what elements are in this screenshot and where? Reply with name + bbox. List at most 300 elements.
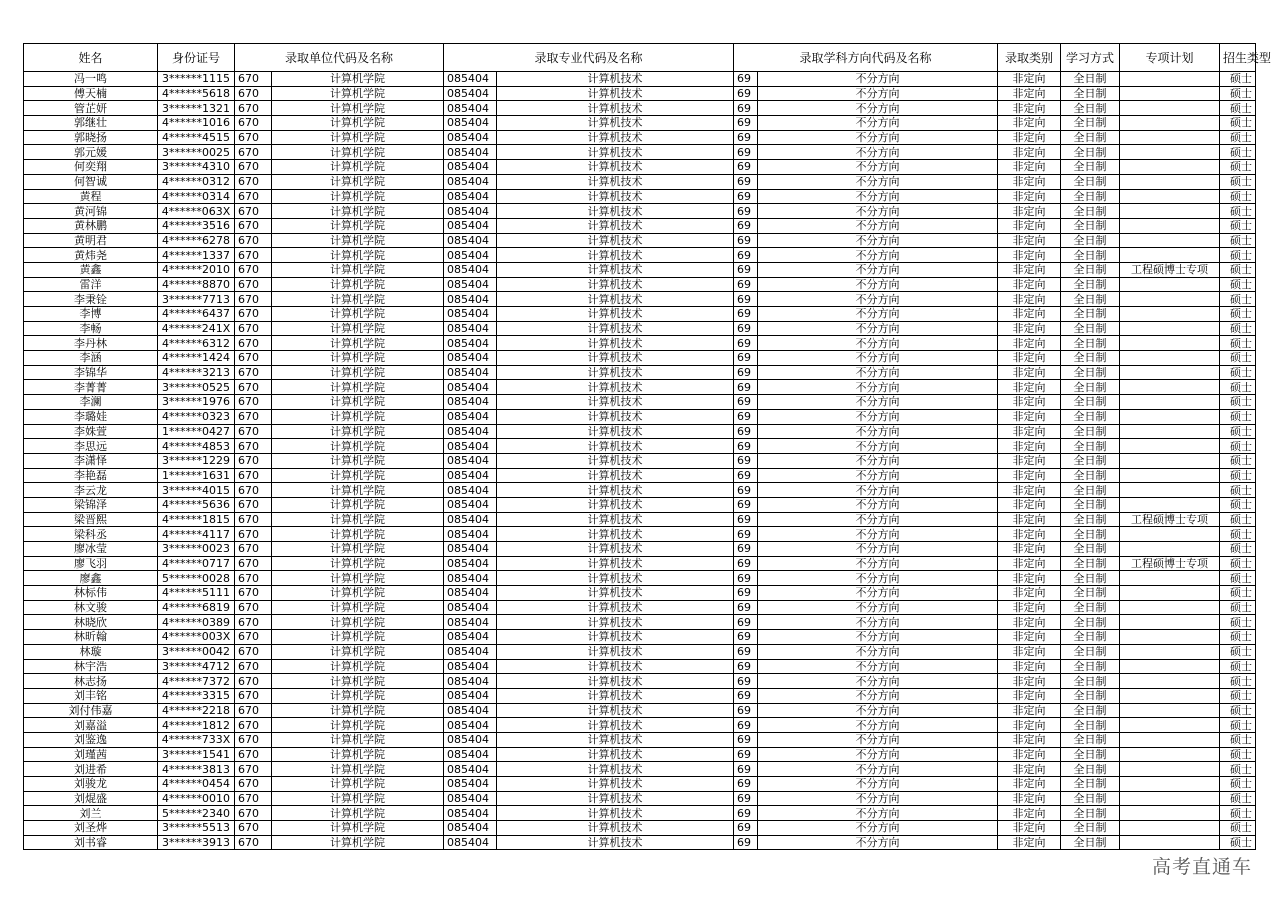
cell-direction-code: 69 xyxy=(734,497,758,512)
cell-name: 刘骏龙 xyxy=(24,777,158,792)
cell-major-code: 085404 xyxy=(444,409,497,424)
table-row xyxy=(24,277,1256,292)
cell-enroll-type: 硕士 xyxy=(1220,204,1256,219)
cell-name: 黄炜尧 xyxy=(24,248,158,263)
cell-unit-name: 计算机学院 xyxy=(272,468,444,483)
cell-direction-name: 不分方向 xyxy=(758,835,998,850)
cell-name: 刘丰铭 xyxy=(24,688,158,703)
cell-name: 李博 xyxy=(24,307,158,322)
cell-name: 李艳磊 xyxy=(24,468,158,483)
cell-study-mode: 全日制 xyxy=(1061,835,1120,850)
cell-major-name: 计算机技术 xyxy=(497,218,734,233)
cell-enroll-type: 硕士 xyxy=(1220,424,1256,439)
cell-unit-name: 计算机学院 xyxy=(272,674,444,689)
cell-unit-code: 670 xyxy=(235,262,272,277)
cell-direction-name: 不分方向 xyxy=(758,380,998,395)
cell-plan xyxy=(1120,439,1220,454)
cell-plan xyxy=(1120,542,1220,557)
cell-major-code: 085404 xyxy=(444,218,497,233)
cell-major-code: 085404 xyxy=(444,321,497,336)
cell-id: 4******1815 xyxy=(158,512,235,527)
cell-major-code: 085404 xyxy=(444,189,497,204)
cell-major-name: 计算机技术 xyxy=(497,72,734,87)
cell-study-mode: 全日制 xyxy=(1061,277,1120,292)
cell-major-name: 计算机技术 xyxy=(497,409,734,424)
cell-major-code: 085404 xyxy=(444,777,497,792)
cell-name: 刘书睿 xyxy=(24,835,158,850)
cell-major-name: 计算机技术 xyxy=(497,674,734,689)
cell-name: 黄程 xyxy=(24,189,158,204)
cell-name: 雷洋 xyxy=(24,277,158,292)
table-row xyxy=(24,248,1256,263)
cell-study-mode: 全日制 xyxy=(1061,674,1120,689)
cell-id: 4******0323 xyxy=(158,409,235,424)
cell-name: 李丹林 xyxy=(24,336,158,351)
cell-study-mode: 全日制 xyxy=(1061,380,1120,395)
cell-id: 4******0314 xyxy=(158,189,235,204)
cell-plan xyxy=(1120,615,1220,630)
cell-enroll-type: 硕士 xyxy=(1220,292,1256,307)
cell-unit-code: 670 xyxy=(235,189,272,204)
cell-category: 非定向 xyxy=(998,395,1061,410)
table-row xyxy=(24,292,1256,307)
table-row xyxy=(24,615,1256,630)
cell-unit-name: 计算机学院 xyxy=(272,292,444,307)
cell-enroll-type: 硕士 xyxy=(1220,674,1256,689)
cell-unit-code: 670 xyxy=(235,644,272,659)
cell-name: 李潇怿 xyxy=(24,453,158,468)
cell-unit-name: 计算机学院 xyxy=(272,336,444,351)
cell-name: 林宇浩 xyxy=(24,659,158,674)
cell-study-mode: 全日制 xyxy=(1061,365,1120,380)
cell-major-name: 计算机技术 xyxy=(497,292,734,307)
cell-major-code: 085404 xyxy=(444,527,497,542)
cell-study-mode: 全日制 xyxy=(1061,630,1120,645)
cell-major-code: 085404 xyxy=(444,204,497,219)
cell-plan xyxy=(1120,395,1220,410)
cell-study-mode: 全日制 xyxy=(1061,409,1120,424)
cell-name: 李锦华 xyxy=(24,365,158,380)
table-row xyxy=(24,204,1256,219)
cell-unit-name: 计算机学院 xyxy=(272,747,444,762)
table-row xyxy=(24,307,1256,322)
cell-plan xyxy=(1120,732,1220,747)
table-row xyxy=(24,72,1256,87)
cell-major-code: 085404 xyxy=(444,453,497,468)
cell-plan xyxy=(1120,835,1220,850)
cell-plan xyxy=(1120,101,1220,116)
cell-plan xyxy=(1120,86,1220,101)
cell-major-code: 085404 xyxy=(444,615,497,630)
cell-study-mode: 全日制 xyxy=(1061,72,1120,87)
cell-study-mode: 全日制 xyxy=(1061,777,1120,792)
cell-plan xyxy=(1120,747,1220,762)
cell-unit-code: 670 xyxy=(235,512,272,527)
cell-id: 1******1631 xyxy=(158,468,235,483)
cell-name: 郭元媛 xyxy=(24,145,158,160)
cell-name: 李秉铨 xyxy=(24,292,158,307)
cell-enroll-type: 硕士 xyxy=(1220,365,1256,380)
cell-id: 4******0717 xyxy=(158,556,235,571)
cell-name: 梁晋熙 xyxy=(24,512,158,527)
cell-study-mode: 全日制 xyxy=(1061,218,1120,233)
cell-unit-code: 670 xyxy=(235,586,272,601)
cell-study-mode: 全日制 xyxy=(1061,497,1120,512)
cell-major-code: 085404 xyxy=(444,130,497,145)
cell-major-name: 计算机技术 xyxy=(497,351,734,366)
cell-name: 管芷妍 xyxy=(24,101,158,116)
cell-name: 李菁菁 xyxy=(24,380,158,395)
cell-major-name: 计算机技术 xyxy=(497,762,734,777)
table-row xyxy=(24,86,1256,101)
cell-enroll-type: 硕士 xyxy=(1220,439,1256,454)
cell-enroll-type: 硕士 xyxy=(1220,821,1256,836)
cell-enroll-type: 硕士 xyxy=(1220,586,1256,601)
cell-direction-name: 不分方向 xyxy=(758,732,998,747)
cell-direction-code: 69 xyxy=(734,600,758,615)
cell-unit-name: 计算机学院 xyxy=(272,762,444,777)
cell-name: 廖飞羽 xyxy=(24,556,158,571)
cell-direction-code: 69 xyxy=(734,189,758,204)
cell-major-code: 085404 xyxy=(444,395,497,410)
cell-id: 3******0042 xyxy=(158,644,235,659)
cell-direction-name: 不分方向 xyxy=(758,145,998,160)
cell-direction-code: 69 xyxy=(734,747,758,762)
cell-unit-name: 计算机学院 xyxy=(272,380,444,395)
table-row xyxy=(24,600,1256,615)
cell-unit-name: 计算机学院 xyxy=(272,542,444,557)
cell-unit-name: 计算机学院 xyxy=(272,101,444,116)
cell-enroll-type: 硕士 xyxy=(1220,101,1256,116)
cell-unit-name: 计算机学院 xyxy=(272,189,444,204)
cell-study-mode: 全日制 xyxy=(1061,659,1120,674)
cell-direction-code: 69 xyxy=(734,674,758,689)
cell-id: 4******0010 xyxy=(158,791,235,806)
cell-enroll-type: 硕士 xyxy=(1220,189,1256,204)
cell-plan xyxy=(1120,468,1220,483)
cell-direction-name: 不分方向 xyxy=(758,630,998,645)
cell-unit-code: 670 xyxy=(235,439,272,454)
cell-direction-code: 69 xyxy=(734,409,758,424)
cell-unit-code: 670 xyxy=(235,527,272,542)
cell-major-name: 计算机技术 xyxy=(497,688,734,703)
cell-unit-name: 计算机学院 xyxy=(272,615,444,630)
cell-category: 非定向 xyxy=(998,806,1061,821)
header-direction: 录取学科方向代码及名称 xyxy=(734,44,998,72)
cell-direction-code: 69 xyxy=(734,218,758,233)
cell-name: 李云龙 xyxy=(24,483,158,498)
cell-plan xyxy=(1120,321,1220,336)
cell-unit-code: 670 xyxy=(235,674,272,689)
cell-direction-name: 不分方向 xyxy=(758,747,998,762)
cell-direction-code: 69 xyxy=(734,777,758,792)
table-row xyxy=(24,424,1256,439)
cell-unit-name: 计算机学院 xyxy=(272,262,444,277)
cell-id: 4******7372 xyxy=(158,674,235,689)
cell-major-code: 085404 xyxy=(444,336,497,351)
cell-direction-code: 69 xyxy=(734,512,758,527)
cell-study-mode: 全日制 xyxy=(1061,762,1120,777)
cell-plan xyxy=(1120,688,1220,703)
cell-study-mode: 全日制 xyxy=(1061,718,1120,733)
cell-unit-code: 670 xyxy=(235,718,272,733)
cell-id: 3******5513 xyxy=(158,821,235,836)
cell-name: 刘瑾茜 xyxy=(24,747,158,762)
cell-name: 黄河锦 xyxy=(24,204,158,219)
cell-direction-name: 不分方向 xyxy=(758,718,998,733)
cell-category: 非定向 xyxy=(998,248,1061,263)
cell-direction-name: 不分方向 xyxy=(758,600,998,615)
cell-direction-code: 69 xyxy=(734,292,758,307)
cell-direction-code: 69 xyxy=(734,762,758,777)
cell-major-name: 计算机技术 xyxy=(497,806,734,821)
cell-direction-code: 69 xyxy=(734,277,758,292)
table-row xyxy=(24,630,1256,645)
cell-major-name: 计算机技术 xyxy=(497,527,734,542)
table-row xyxy=(24,189,1256,204)
cell-major-code: 085404 xyxy=(444,718,497,733)
cell-unit-name: 计算机学院 xyxy=(272,277,444,292)
table-row xyxy=(24,468,1256,483)
cell-id: 3******0525 xyxy=(158,380,235,395)
cell-unit-name: 计算机学院 xyxy=(272,72,444,87)
cell-direction-code: 69 xyxy=(734,615,758,630)
cell-unit-code: 670 xyxy=(235,483,272,498)
cell-major-code: 085404 xyxy=(444,351,497,366)
cell-direction-code: 69 xyxy=(734,233,758,248)
cell-direction-name: 不分方向 xyxy=(758,277,998,292)
cell-study-mode: 全日制 xyxy=(1061,527,1120,542)
cell-name: 黄林鹏 xyxy=(24,218,158,233)
cell-plan xyxy=(1120,483,1220,498)
cell-unit-code: 670 xyxy=(235,145,272,160)
cell-plan xyxy=(1120,762,1220,777)
cell-study-mode: 全日制 xyxy=(1061,586,1120,601)
cell-study-mode: 全日制 xyxy=(1061,821,1120,836)
cell-major-name: 计算机技术 xyxy=(497,659,734,674)
cell-unit-code: 670 xyxy=(235,703,272,718)
cell-major-name: 计算机技术 xyxy=(497,556,734,571)
cell-category: 非定向 xyxy=(998,409,1061,424)
cell-major-name: 计算机技术 xyxy=(497,483,734,498)
cell-direction-code: 69 xyxy=(734,262,758,277)
cell-plan xyxy=(1120,72,1220,87)
cell-name: 何奕翔 xyxy=(24,160,158,175)
cell-direction-code: 69 xyxy=(734,204,758,219)
cell-category: 非定向 xyxy=(998,556,1061,571)
cell-direction-code: 69 xyxy=(734,174,758,189)
cell-major-name: 计算机技术 xyxy=(497,130,734,145)
table-row xyxy=(24,571,1256,586)
cell-category: 非定向 xyxy=(998,468,1061,483)
cell-major-code: 085404 xyxy=(444,630,497,645)
cell-category: 非定向 xyxy=(998,571,1061,586)
cell-study-mode: 全日制 xyxy=(1061,615,1120,630)
cell-unit-name: 计算机学院 xyxy=(272,688,444,703)
cell-major-code: 085404 xyxy=(444,732,497,747)
cell-unit-code: 670 xyxy=(235,630,272,645)
cell-name: 郭晓扬 xyxy=(24,130,158,145)
cell-plan xyxy=(1120,600,1220,615)
cell-direction-code: 69 xyxy=(734,732,758,747)
cell-direction-name: 不分方向 xyxy=(758,204,998,219)
cell-direction-code: 69 xyxy=(734,86,758,101)
cell-study-mode: 全日制 xyxy=(1061,512,1120,527)
cell-major-code: 085404 xyxy=(444,644,497,659)
cell-major-name: 计算机技术 xyxy=(497,189,734,204)
cell-name: 廖冰莹 xyxy=(24,542,158,557)
cell-category: 非定向 xyxy=(998,351,1061,366)
cell-direction-code: 69 xyxy=(734,586,758,601)
cell-plan xyxy=(1120,777,1220,792)
cell-major-name: 计算机技术 xyxy=(497,321,734,336)
table-row xyxy=(24,409,1256,424)
cell-major-name: 计算机技术 xyxy=(497,174,734,189)
cell-major-code: 085404 xyxy=(444,659,497,674)
cell-category: 非定向 xyxy=(998,380,1061,395)
table-row xyxy=(24,218,1256,233)
cell-study-mode: 全日制 xyxy=(1061,130,1120,145)
cell-name: 林文骏 xyxy=(24,600,158,615)
cell-study-mode: 全日制 xyxy=(1061,321,1120,336)
cell-study-mode: 全日制 xyxy=(1061,571,1120,586)
cell-unit-name: 计算机学院 xyxy=(272,630,444,645)
cell-major-name: 计算机技术 xyxy=(497,424,734,439)
cell-id: 4******0312 xyxy=(158,174,235,189)
cell-direction-code: 69 xyxy=(734,321,758,336)
table-row xyxy=(24,703,1256,718)
cell-unit-code: 670 xyxy=(235,321,272,336)
cell-name: 刘圣烨 xyxy=(24,821,158,836)
cell-enroll-type: 硕士 xyxy=(1220,659,1256,674)
table-row xyxy=(24,145,1256,160)
cell-study-mode: 全日制 xyxy=(1061,189,1120,204)
cell-unit-code: 670 xyxy=(235,424,272,439)
cell-id: 4******3315 xyxy=(158,688,235,703)
cell-unit-code: 670 xyxy=(235,351,272,366)
cell-enroll-type: 硕士 xyxy=(1220,409,1256,424)
cell-direction-name: 不分方向 xyxy=(758,527,998,542)
cell-unit-name: 计算机学院 xyxy=(272,233,444,248)
cell-direction-code: 69 xyxy=(734,571,758,586)
cell-plan xyxy=(1120,703,1220,718)
cell-id: 5******2340 xyxy=(158,806,235,821)
cell-plan xyxy=(1120,409,1220,424)
cell-major-name: 计算机技术 xyxy=(497,630,734,645)
cell-direction-code: 69 xyxy=(734,703,758,718)
cell-direction-code: 69 xyxy=(734,365,758,380)
cell-unit-name: 计算机学院 xyxy=(272,483,444,498)
table-row xyxy=(24,233,1256,248)
header-row xyxy=(24,44,1256,72)
cell-direction-name: 不分方向 xyxy=(758,365,998,380)
cell-unit-name: 计算机学院 xyxy=(272,586,444,601)
cell-name: 林志扬 xyxy=(24,674,158,689)
cell-enroll-type: 硕士 xyxy=(1220,718,1256,733)
cell-direction-code: 69 xyxy=(734,644,758,659)
cell-study-mode: 全日制 xyxy=(1061,732,1120,747)
cell-major-code: 085404 xyxy=(444,380,497,395)
cell-direction-name: 不分方向 xyxy=(758,160,998,175)
cell-major-name: 计算机技术 xyxy=(497,248,734,263)
cell-major-code: 085404 xyxy=(444,468,497,483)
cell-direction-code: 69 xyxy=(734,351,758,366)
cell-enroll-type: 硕士 xyxy=(1220,542,1256,557)
table-row xyxy=(24,336,1256,351)
cell-major-code: 085404 xyxy=(444,307,497,322)
cell-id: 4******3213 xyxy=(158,365,235,380)
cell-direction-name: 不分方向 xyxy=(758,644,998,659)
cell-plan xyxy=(1120,248,1220,263)
cell-major-code: 085404 xyxy=(444,365,497,380)
cell-enroll-type: 硕士 xyxy=(1220,174,1256,189)
cell-enroll-type: 硕士 xyxy=(1220,483,1256,498)
cell-unit-name: 计算机学院 xyxy=(272,365,444,380)
cell-direction-name: 不分方向 xyxy=(758,806,998,821)
cell-plan xyxy=(1120,130,1220,145)
cell-direction-name: 不分方向 xyxy=(758,307,998,322)
cell-plan xyxy=(1120,497,1220,512)
cell-plan xyxy=(1120,791,1220,806)
cell-id: 4******6819 xyxy=(158,600,235,615)
table-row xyxy=(24,644,1256,659)
cell-major-name: 计算机技术 xyxy=(497,497,734,512)
cell-plan xyxy=(1120,424,1220,439)
cell-enroll-type: 硕士 xyxy=(1220,321,1256,336)
cell-direction-code: 69 xyxy=(734,835,758,850)
cell-unit-code: 670 xyxy=(235,688,272,703)
cell-plan xyxy=(1120,233,1220,248)
cell-unit-code: 670 xyxy=(235,380,272,395)
table-row xyxy=(24,174,1256,189)
cell-category: 非定向 xyxy=(998,527,1061,542)
cell-plan xyxy=(1120,806,1220,821)
cell-id: 3******0025 xyxy=(158,145,235,160)
cell-unit-code: 670 xyxy=(235,395,272,410)
cell-study-mode: 全日制 xyxy=(1061,351,1120,366)
watermark: 高考直通车 xyxy=(1151,856,1252,878)
cell-category: 非定向 xyxy=(998,821,1061,836)
cell-study-mode: 全日制 xyxy=(1061,174,1120,189)
cell-unit-code: 670 xyxy=(235,659,272,674)
cell-unit-name: 计算机学院 xyxy=(272,600,444,615)
cell-enroll-type: 硕士 xyxy=(1220,527,1256,542)
cell-direction-code: 69 xyxy=(734,556,758,571)
table-row xyxy=(24,806,1256,821)
cell-category: 非定向 xyxy=(998,497,1061,512)
cell-major-name: 计算机技术 xyxy=(497,380,734,395)
cell-name: 李涵 xyxy=(24,351,158,366)
table-row xyxy=(24,718,1256,733)
header-enroll-type: 招生类型 xyxy=(1220,44,1256,72)
cell-direction-code: 69 xyxy=(734,160,758,175)
cell-category: 非定向 xyxy=(998,233,1061,248)
cell-id: 1******0427 xyxy=(158,424,235,439)
cell-enroll-type: 硕士 xyxy=(1220,747,1256,762)
header-category: 录取类别 xyxy=(998,44,1061,72)
cell-category: 非定向 xyxy=(998,732,1061,747)
cell-category: 非定向 xyxy=(998,336,1061,351)
cell-id: 4******0454 xyxy=(158,777,235,792)
cell-unit-code: 670 xyxy=(235,130,272,145)
table-row xyxy=(24,659,1256,674)
table-row xyxy=(24,395,1256,410)
cell-study-mode: 全日制 xyxy=(1061,542,1120,557)
cell-plan xyxy=(1120,659,1220,674)
cell-unit-name: 计算机学院 xyxy=(272,791,444,806)
cell-name: 梁锦泽 xyxy=(24,497,158,512)
cell-direction-name: 不分方向 xyxy=(758,218,998,233)
